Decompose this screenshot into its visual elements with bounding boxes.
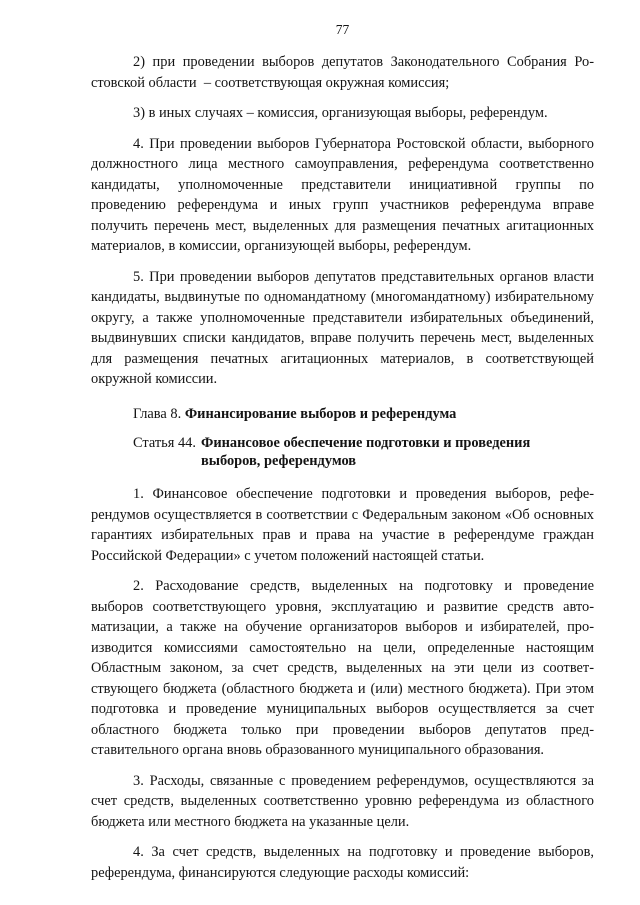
page-number: 77 (335, 22, 350, 37)
chapter-label: Глава 8. (133, 405, 182, 422)
paragraph: 1. Финансовое обеспечение подготовки и проведения выборов, референдумов осуществляется в соответствии с Федеральным законом «Об основных гарантиях избирательных прав и права на участие в референдуме граждан Российской Федерации» с учетом положений настоящей статьи. (91, 486, 594, 564)
article-label: Статья 44. (133, 435, 196, 451)
paragraph: 4. При проведении выборов Губернатора Ростовской области, выборного должностного лица местного самоуправления, референдума соответственно кандидаты, уполномоченные представители инициативной группы по проведению референдума и иных групп участников референдума вправе получить перечень мест, выделенных для размещения печатных агитационных материалов, в комиссии, организующей выборы, референдум. (91, 135, 594, 254)
paragraph: 3) в иных случаях – комиссия, организующая выборы, референдум. (133, 105, 548, 121)
chapter-heading (91, 404, 594, 425)
article-title: Финансовое обеспечение подготовки и проведения выборов, референдумов (200, 435, 531, 469)
article-heading (91, 434, 594, 470)
paragraph: 2. Расходование средств, выделенных на подготовку и проведение выборов соответствующего уровня, эксплуатацию и развитие средств автоматизации, а также на обучение организаторов выборов и избирателей, производится комиссиями самостоятельно на цели, определенные настоящим Областным законом, за счет средств, выделенных на эти цели из соответствующего бюджета (областного бюджета и (или) местного бюджета). При этом подготовка и проведение муниципальных выборов осуществляется за счет областного бюджета только при проведении выборов депутатов представительного органа вновь образованного муниципального образования. (91, 578, 594, 758)
paragraph: 5. При проведении выборов депутатов представительных органов власти кандидаты, выдвинутые по одномандатному (многомандатному) избирательному округу, а также уполномоченные представители избирательных объединений, выдвинувших списки кандидатов, вправе получить перечень мест, выделенных для размещения печатных агитационных материалов, в соответствующей окружной комиссии. (91, 268, 594, 387)
paragraph: 4. За счет средств, выделенных на подготовку и проведение выборов, референдума, финансируются следующие расходы комиссий: (91, 844, 594, 881)
chapter-title: Финансирование выборов и референдума (184, 405, 457, 422)
paragraph: 2) при проведении выборов депутатов Законодательного Собрания Ростовской области – соответствующая окружная комиссия; (91, 54, 594, 91)
paragraph: 3. Расходы, связанные с проведением референдумов, осуществляются за счет средств, выделенных соответственно уровню референдума из областного бюджета или местного бюджета на указанные цели. (91, 772, 594, 830)
